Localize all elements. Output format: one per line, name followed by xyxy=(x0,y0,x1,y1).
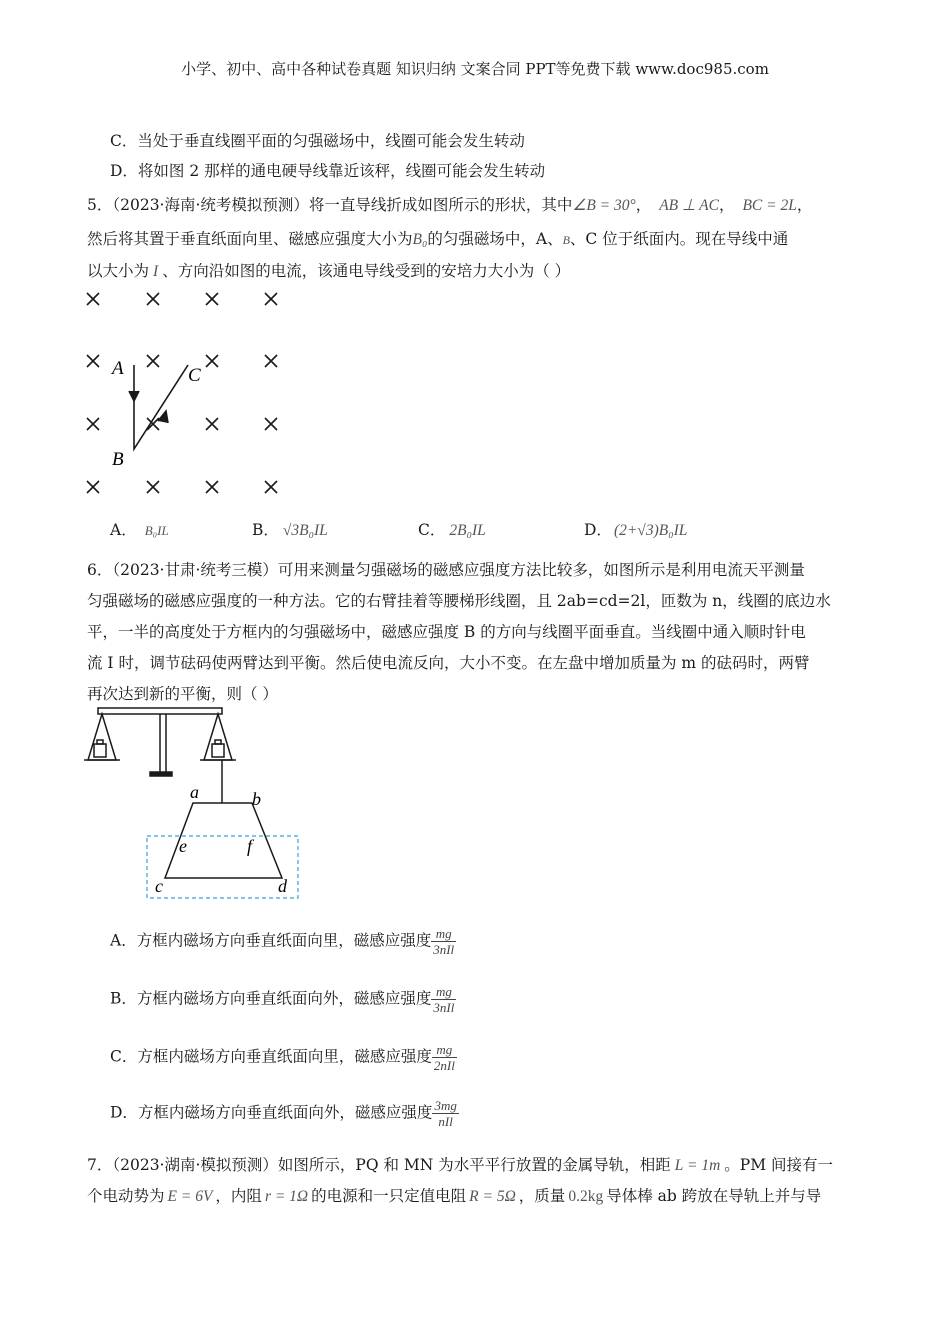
q7-resistor: R = 5Ω xyxy=(469,1188,516,1205)
option-text: D．方框内磁场方向垂直纸面向外，磁感应强度 xyxy=(110,1103,433,1122)
option-label: C． xyxy=(418,521,446,539)
q5-i-symbol: I xyxy=(153,263,159,280)
q7-distance: L = 1m xyxy=(674,1157,721,1174)
q5-bc: BC = 2L xyxy=(742,197,797,214)
q6-line5: 再次达到新的平衡，则（ ） xyxy=(87,685,278,703)
fraction-numerator: 3mg xyxy=(434,1098,457,1113)
coil-label-b: b xyxy=(252,789,261,809)
option-label: B． xyxy=(252,521,279,539)
q6-figure xyxy=(80,700,320,910)
option-text: C．方框内磁场方向垂直纸面向里，磁感应强度 xyxy=(110,1047,432,1066)
bent-wire xyxy=(129,365,188,449)
q7-text: 个电动势为 xyxy=(87,1187,165,1205)
q5-line2 xyxy=(87,232,788,248)
page-header: 小学、初中、高中各种试卷真题 知识归纳 文案合同 PPT等免费下载 www.doc985.com xyxy=(181,60,769,78)
q7-text: 导体棒 ab 跨放在导轨上并与导 xyxy=(606,1187,822,1205)
fraction-denominator: 3nIl xyxy=(433,1000,455,1015)
q5-text: 的匀强磁场中，A、 xyxy=(427,230,563,248)
fraction-denominator: nIl xyxy=(438,1114,453,1129)
q5-option-c xyxy=(418,523,486,539)
q5-text: 然后将其置于垂直纸面向里、磁感应强度大小为 xyxy=(87,230,413,248)
q5-b0: B₀ xyxy=(412,231,428,248)
option-fraction xyxy=(431,926,456,957)
q4-option-d: D．将如图 2 那样的通电硬导线靠近该秤，线圈可能会发生转动 xyxy=(110,162,546,180)
point-a-label: A xyxy=(112,358,124,379)
q7-mass: 0.2kg xyxy=(568,1188,604,1205)
coil-label-c: c xyxy=(155,876,163,896)
fraction-denominator: 2nIl xyxy=(433,1058,455,1073)
q6-option-b xyxy=(110,984,456,1015)
coil-label-e: e xyxy=(179,836,187,856)
coil-label-d: d xyxy=(278,876,287,896)
q7-text: 7．（2023·湖南·模拟预测）如图所示，PQ 和 MN 为水平平行放置的金属导轨，相距 xyxy=(87,1156,671,1174)
q5-line3 xyxy=(87,264,570,280)
option-fraction xyxy=(432,1042,457,1073)
q5-angle: ∠B = 30° xyxy=(572,197,636,214)
q6-option-c xyxy=(110,1042,457,1073)
q7-text: 。PM 间接有一 xyxy=(724,1156,833,1174)
q5-option-b xyxy=(252,523,328,539)
option-fraction xyxy=(432,1098,458,1129)
q5-line1: 5．（2023·海南·统考模拟预测）将一直导线折成如图所示的形状，其中∠B = 30°， AB ⊥ AC， BC = 2L， xyxy=(87,196,813,214)
q6-option-a xyxy=(110,926,456,957)
point-b-label: B xyxy=(112,449,124,470)
coil-label-f: f xyxy=(247,836,253,856)
option-label: A． xyxy=(110,521,137,539)
q7-emf: E = 6V xyxy=(167,1188,213,1205)
q6-line4: 流 I 时，调节砝码使两臂达到平衡。然后使电流反向，大小不变。在左盘中增加质量为 m 的砝码时，两臂 xyxy=(87,654,810,672)
q5-b-label: B xyxy=(562,233,570,247)
option-text: A．方框内磁场方向垂直纸面向里，磁感应强度 xyxy=(110,931,432,950)
option-value: B₀IL xyxy=(144,523,169,538)
q7-text: ，内阻 xyxy=(215,1187,262,1205)
option-value: (2+√3)B₀IL xyxy=(613,522,688,539)
q7-text: 的电源和一只定值电阻 xyxy=(311,1187,467,1205)
q5-text: 以大小为 xyxy=(87,262,150,280)
fraction-numerator: mg xyxy=(431,926,456,942)
q5-option-d xyxy=(584,523,687,539)
option-value: √3B₀IL xyxy=(282,522,328,539)
option-fraction xyxy=(431,984,456,1015)
q7-text: ，质量 xyxy=(518,1187,566,1205)
q6-line1: 6．（2023·甘肃·统考三模）可用来测量匀强磁场的磁感应强度方法比较多，如图所示是利用电流天平测量 xyxy=(87,561,805,579)
fraction-denominator: 3nIl xyxy=(433,942,455,957)
option-value: 2B₀IL xyxy=(449,522,486,539)
q6-option-d xyxy=(110,1098,459,1129)
q5-perp: AB ⊥ AC xyxy=(659,197,719,214)
option-text: B．方框内磁场方向垂直纸面向外，磁感应强度 xyxy=(110,989,432,1008)
q5-option-a xyxy=(110,523,169,539)
q7-internal-resistance: r = 1Ω xyxy=(264,1188,309,1205)
fraction-numerator: mg xyxy=(431,984,456,1000)
q5-text: 、方向沿如图的电流，该通电导线受到的安培力大小为（ ） xyxy=(162,262,571,280)
option-label: D． xyxy=(584,521,612,539)
coil-label-a: a xyxy=(190,782,199,802)
q4-option-c: C．当处于垂直线圈平面的匀强磁场中，线圈可能会发生转动 xyxy=(110,132,525,150)
point-c-label: C xyxy=(188,365,201,386)
q5-text: 、C 位于纸面内。现在导线中通 xyxy=(569,230,789,248)
q5-figure xyxy=(80,285,300,505)
q6-line3: 平，一半的高度处于方框内的匀强磁场中，磁感应强度 B 的方向与线圈平面垂直。当线圈中通入顺时针电 xyxy=(87,623,806,641)
q7-line2 xyxy=(87,1189,821,1205)
q6-line2: 匀强磁场的磁感应强度的一种方法。它的右臂挂着等腰梯形线圈，且 2ab=cd=2l，匝数为 n，线圈的底边水 xyxy=(87,592,831,610)
fraction-numerator: mg xyxy=(432,1042,457,1058)
q5-stem: 5．（2023·海南·统考模拟预测）将一直导线折成如图所示的形状，其中 xyxy=(87,196,573,214)
q7-line1 xyxy=(87,1158,833,1174)
